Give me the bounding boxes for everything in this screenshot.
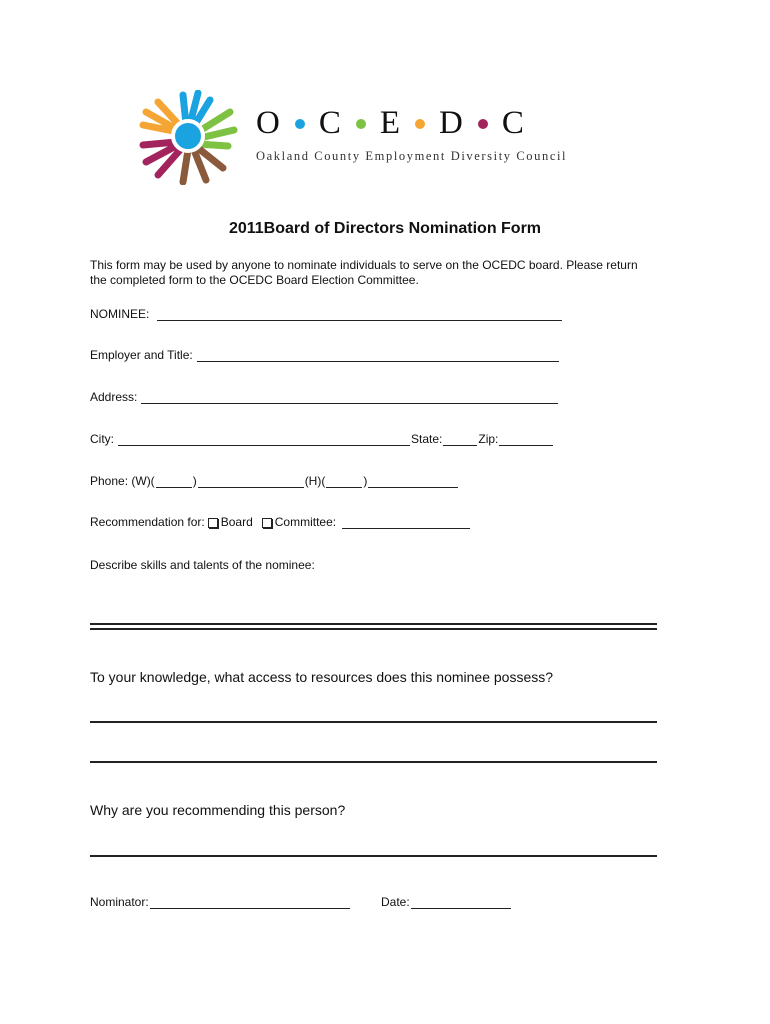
nominee-label: NOMINEE:: [90, 307, 150, 321]
employer-field[interactable]: [90, 348, 560, 362]
skills-answer-line[interactable]: [90, 623, 657, 625]
nominee-input-line[interactable]: [157, 309, 562, 321]
phone-home-area-line[interactable]: [326, 476, 362, 488]
page-title: 2011Board of Directors Nomination Form: [228, 220, 542, 237]
intro-line: This form may be used by anyone to nominate individuals to serve on the OCEDC board. Please return: [90, 258, 638, 272]
state-label: State:: [411, 432, 443, 446]
hands-logo-icon: [138, 90, 238, 185]
address-field[interactable]: [90, 390, 559, 404]
city-input-line[interactable]: [118, 434, 410, 446]
address-input-line[interactable]: [141, 392, 558, 404]
phone-home-input-line[interactable]: [368, 476, 458, 488]
phone-work-input-line[interactable]: [198, 476, 304, 488]
board-label: Board: [220, 515, 253, 529]
logo-tagline: Oakland County Employment Diversity Council: [256, 149, 568, 163]
committee-input-line[interactable]: [342, 517, 470, 529]
why-question: Why are you recommending this person?: [90, 802, 346, 818]
phone-work-label: Phone: (W)(: [90, 474, 155, 488]
address-label: Address:: [90, 390, 138, 404]
city-state-zip-field[interactable]: [90, 432, 554, 446]
date-field[interactable]: [381, 895, 512, 909]
skills-answer-line[interactable]: [90, 628, 657, 630]
logo-letter: O: [256, 105, 281, 141]
phone-work-area-line[interactable]: [156, 476, 192, 488]
recommendation-field: [90, 515, 471, 529]
logo-wordmark: [256, 105, 525, 142]
logo-letter: E: [379, 105, 402, 141]
logo-dot: [356, 119, 366, 129]
zip-label: Zip:: [478, 432, 499, 446]
zip-input-line[interactable]: [499, 434, 553, 446]
city-label: City:: [90, 432, 114, 446]
why-answer-line[interactable]: [90, 855, 657, 857]
employer-label: Employer and Title:: [90, 348, 193, 362]
recommendation-label: Recommendation for:: [90, 515, 205, 529]
phone-home-label: (H)(: [304, 474, 326, 488]
nominator-label: Nominator:: [90, 895, 149, 909]
skills-label: Describe skills and talents of the nominee:: [90, 558, 315, 572]
logo-dot: [295, 119, 305, 129]
board-checkbox[interactable]: [208, 518, 218, 528]
date-label: Date:: [381, 895, 410, 909]
logo-letter: D: [439, 105, 464, 141]
logo-letter: C: [318, 105, 342, 141]
nominator-field[interactable]: [90, 895, 351, 909]
employer-input-line[interactable]: [197, 350, 559, 362]
state-input-line[interactable]: [443, 434, 477, 446]
resources-answer-line[interactable]: [90, 761, 657, 763]
resources-question: To your knowledge, what access to resources does this nominee possess?: [90, 669, 554, 685]
nominator-input-line[interactable]: [150, 897, 350, 909]
resources-answer-line[interactable]: [90, 721, 657, 723]
logo-letter: C: [501, 105, 525, 141]
committee-checkbox[interactable]: [262, 518, 272, 528]
logo-dot: [415, 119, 425, 129]
committee-label: Committee:: [274, 515, 337, 529]
intro-line: the completed form to the OCEDC Board Election Committee.: [90, 273, 419, 287]
date-input-line[interactable]: [411, 897, 511, 909]
nominee-field[interactable]: [90, 307, 563, 321]
phone-field[interactable]: Phone: (W)( ) (H)( ): [90, 474, 459, 488]
logo-dot: [478, 119, 488, 129]
